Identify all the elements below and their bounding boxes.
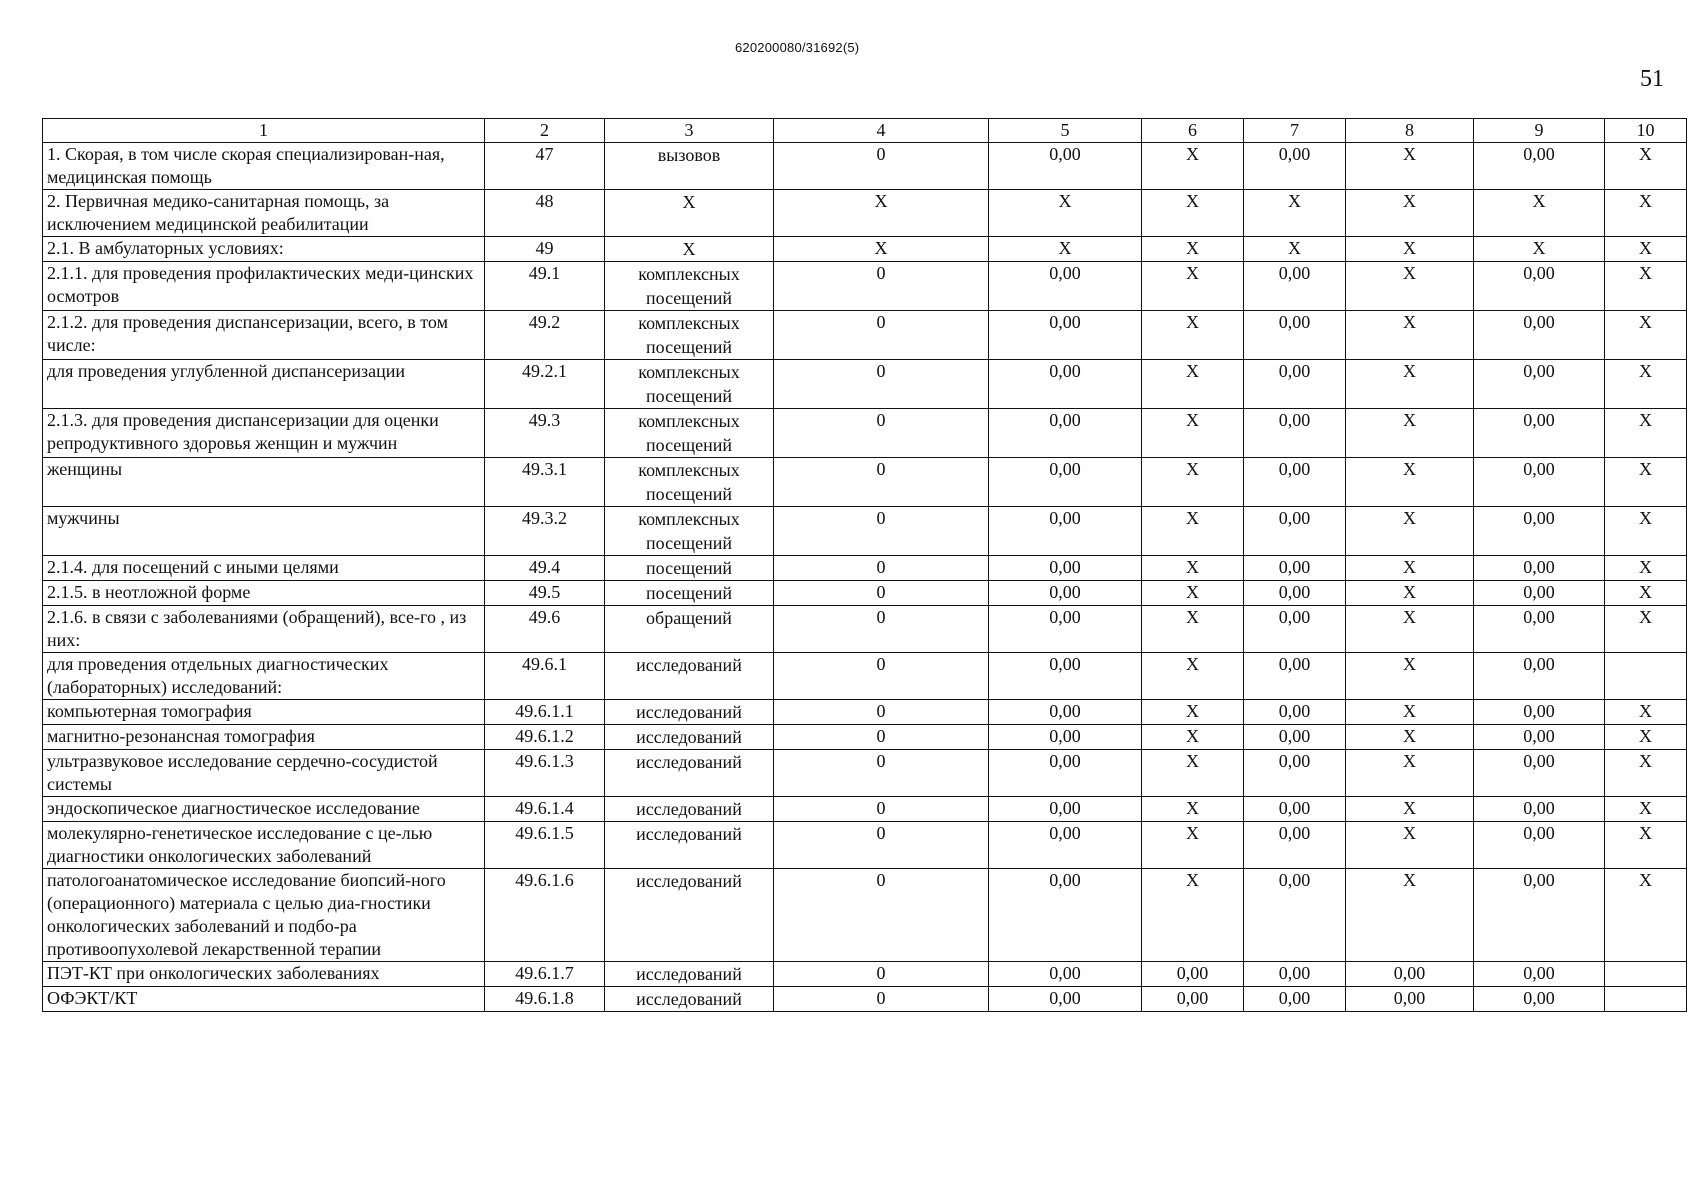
table-cell: 0,00	[1474, 750, 1605, 797]
table-cell: 0,00	[1244, 797, 1346, 822]
table-cell: X	[605, 190, 774, 237]
table-cell: 0	[774, 750, 989, 797]
table-cell: 0	[774, 458, 989, 507]
table-cell: X	[1142, 725, 1244, 750]
table-cell: X	[1142, 606, 1244, 653]
table-cell: 0,00	[1474, 311, 1605, 360]
table-cell: X	[1605, 409, 1687, 458]
table-cell: 0	[774, 409, 989, 458]
row-label-cell: 2.1. В амбулаторных условиях:	[43, 237, 485, 262]
table-cell: X	[1142, 653, 1244, 700]
table-cell: 0,00	[1474, 606, 1605, 653]
table-cell: X	[1244, 190, 1346, 237]
page-number: 51	[1640, 66, 1664, 92]
table-cell: 0,00	[1142, 987, 1244, 1012]
table-cell: 0,00	[989, 360, 1142, 409]
table-row	[43, 750, 1687, 797]
table-cell: X	[1142, 750, 1244, 797]
table-cell: X	[605, 237, 774, 262]
table-cell: 49.6	[485, 606, 605, 653]
table-cell: 0,00	[1244, 962, 1346, 987]
table-cell: 47	[485, 143, 605, 190]
table-cell: 0,00	[1244, 822, 1346, 869]
column-header: 8	[1346, 119, 1474, 143]
table-cell: исследований	[605, 869, 774, 962]
table-cell: 49.6.1.7	[485, 962, 605, 987]
table-cell: комплексных посещений	[605, 409, 774, 458]
table-cell: 0,00	[1244, 725, 1346, 750]
table-cell: 0	[774, 962, 989, 987]
table-cell: X	[1474, 190, 1605, 237]
table-row	[43, 797, 1687, 822]
table-cell: X	[1346, 143, 1474, 190]
table-cell: X	[1605, 556, 1687, 581]
table-cell: 49.6.1.3	[485, 750, 605, 797]
table-cell: 0	[774, 725, 989, 750]
table-cell: 0	[774, 311, 989, 360]
table-cell: 0,00	[1474, 458, 1605, 507]
table-cell: 0,00	[1244, 458, 1346, 507]
row-label-cell: ультразвуковое исследование сердечно-сосудистой системы	[43, 750, 485, 797]
row-label-cell: 2.1.5. в неотложной форме	[43, 581, 485, 606]
table-cell: 0	[774, 556, 989, 581]
data-table	[42, 118, 1687, 1012]
table-cell: 49.6.1.8	[485, 987, 605, 1012]
table-cell: 0,00	[1474, 869, 1605, 962]
table-cell: 0,00	[1474, 725, 1605, 750]
table-cell: комплексных посещений	[605, 360, 774, 409]
table-cell: 0,00	[989, 700, 1142, 725]
table-cell: комплексных посещений	[605, 311, 774, 360]
table-cell: 0	[774, 143, 989, 190]
table-cell: X	[1605, 700, 1687, 725]
table-cell: X	[1346, 869, 1474, 962]
table-cell: X	[1605, 822, 1687, 869]
column-header: 6	[1142, 119, 1244, 143]
table-cell: 0,00	[1474, 822, 1605, 869]
table-cell: X	[1605, 725, 1687, 750]
row-label-cell: компьютерная томография	[43, 700, 485, 725]
table-cell: 0,00	[989, 822, 1142, 869]
row-label-cell: ОФЭКТ/КТ	[43, 987, 485, 1012]
table-cell: X	[1142, 190, 1244, 237]
table-cell: X	[1605, 311, 1687, 360]
row-label-cell: для проведения углубленной диспансеризации	[43, 360, 485, 409]
table-cell: 49.3.1	[485, 458, 605, 507]
table-cell: 0,00	[989, 311, 1142, 360]
table-cell: 0	[774, 700, 989, 725]
table-row	[43, 556, 1687, 581]
row-label-cell: 2.1.1. для проведения профилактических меди-цинских осмотров	[43, 262, 485, 311]
table-cell: 0,00	[1474, 987, 1605, 1012]
table-cell: 0,00	[989, 962, 1142, 987]
table-row	[43, 360, 1687, 409]
table-cell: 0,00	[1474, 143, 1605, 190]
table-cell: X	[1142, 869, 1244, 962]
table-cell: вызовов	[605, 143, 774, 190]
table-row	[43, 190, 1687, 237]
table-row	[43, 311, 1687, 360]
table-cell: X	[1346, 262, 1474, 311]
table-cell: 0,00	[1474, 262, 1605, 311]
table-cell: 0,00	[989, 409, 1142, 458]
table-cell: X	[989, 237, 1142, 262]
table-cell: 0,00	[1142, 962, 1244, 987]
table-cell	[1605, 653, 1687, 700]
table-cell: X	[1605, 143, 1687, 190]
header-row	[43, 119, 1687, 143]
table-cell: 0,00	[989, 262, 1142, 311]
table-cell: 0,00	[1244, 653, 1346, 700]
table-cell: X	[1605, 458, 1687, 507]
table-cell: 0,00	[1474, 797, 1605, 822]
table-cell: X	[1346, 458, 1474, 507]
table-cell: X	[1142, 507, 1244, 556]
row-label-cell: эндоскопическое диагностическое исследование	[43, 797, 485, 822]
table-cell: 0,00	[1244, 143, 1346, 190]
table-body	[43, 143, 1687, 1012]
table-cell: комплексных посещений	[605, 262, 774, 311]
table-cell: X	[1346, 311, 1474, 360]
table-cell: 49.1	[485, 262, 605, 311]
table-cell: 0	[774, 869, 989, 962]
table-cell: X	[1244, 237, 1346, 262]
table-cell: 0,00	[1474, 653, 1605, 700]
table-cell: 0,00	[989, 725, 1142, 750]
table-cell: 49.2	[485, 311, 605, 360]
column-header: 9	[1474, 119, 1605, 143]
table-cell: X	[1605, 237, 1687, 262]
table-cell: исследований	[605, 750, 774, 797]
table-cell: 0	[774, 262, 989, 311]
table-cell: X	[1605, 797, 1687, 822]
table-cell: 0	[774, 606, 989, 653]
table-row	[43, 143, 1687, 190]
table-cell: 0,00	[989, 653, 1142, 700]
table-cell: 0,00	[1244, 581, 1346, 606]
row-label-cell: женщины	[43, 458, 485, 507]
row-label-cell: 2.1.4. для посещений с иными целями	[43, 556, 485, 581]
table-cell: X	[1142, 458, 1244, 507]
table-cell: X	[1346, 653, 1474, 700]
table-cell: 49.3.2	[485, 507, 605, 556]
table-cell: X	[1346, 822, 1474, 869]
table-cell: 0,00	[1346, 987, 1474, 1012]
table-cell: 49.3	[485, 409, 605, 458]
column-header: 10	[1605, 119, 1687, 143]
table-cell: 0,00	[1244, 262, 1346, 311]
table-cell: исследований	[605, 822, 774, 869]
table-cell: 0,00	[1474, 581, 1605, 606]
row-label-cell: 2.1.3. для проведения диспансеризации для оценки репродуктивного здоровья женщин и мужчин	[43, 409, 485, 458]
table-cell: X	[1605, 507, 1687, 556]
table-cell: X	[1605, 360, 1687, 409]
row-label-cell: 2.1.6. в связи с заболеваниями (обращений), все-го , из них:	[43, 606, 485, 653]
table-cell: 0,00	[1474, 962, 1605, 987]
column-header: 1	[43, 119, 485, 143]
table-cell: X	[1346, 797, 1474, 822]
table-cell: X	[774, 237, 989, 262]
table-cell	[1605, 962, 1687, 987]
table-cell: 0,00	[989, 556, 1142, 581]
table-cell: X	[989, 190, 1142, 237]
table-cell: 49.6.1.4	[485, 797, 605, 822]
table-cell: 0,00	[989, 581, 1142, 606]
table-row	[43, 237, 1687, 262]
table-cell: 0,00	[989, 869, 1142, 962]
table-cell: 0	[774, 653, 989, 700]
table-cell: X	[1142, 237, 1244, 262]
table-cell	[1605, 987, 1687, 1012]
row-label-cell: для проведения отдельных диагностических (лабораторных) исследований:	[43, 653, 485, 700]
table-cell: X	[1605, 581, 1687, 606]
table-cell: X	[1142, 822, 1244, 869]
table-cell: 49.6.1.6	[485, 869, 605, 962]
table-cell: X	[1605, 750, 1687, 797]
table-cell: 0,00	[989, 507, 1142, 556]
table-cell: X	[1346, 409, 1474, 458]
table-cell: 48	[485, 190, 605, 237]
column-header: 7	[1244, 119, 1346, 143]
table-cell: X	[1142, 360, 1244, 409]
table-cell: 0,00	[1244, 409, 1346, 458]
table-cell: 0,00	[1244, 556, 1346, 581]
table-cell: 0,00	[1244, 750, 1346, 797]
table-cell: 49.6.1.1	[485, 700, 605, 725]
column-header: 5	[989, 119, 1142, 143]
row-label-cell: мужчины	[43, 507, 485, 556]
table-cell: X	[1346, 556, 1474, 581]
table-cell: X	[1142, 797, 1244, 822]
table-row	[43, 987, 1687, 1012]
column-header: 3	[605, 119, 774, 143]
table-cell: исследований	[605, 725, 774, 750]
table-cell: X	[1346, 606, 1474, 653]
table-cell: 0,00	[1474, 556, 1605, 581]
table-cell: исследований	[605, 962, 774, 987]
row-label-cell: 2. Первичная медико-санитарная помощь, за исключением медицинской реабилитации	[43, 190, 485, 237]
table-row	[43, 869, 1687, 962]
column-header: 2	[485, 119, 605, 143]
table-cell: 0,00	[989, 606, 1142, 653]
table-row	[43, 700, 1687, 725]
table-cell: 0,00	[1474, 700, 1605, 725]
table-cell: 49.6.1.5	[485, 822, 605, 869]
table-cell: обращений	[605, 606, 774, 653]
table-cell: X	[1605, 869, 1687, 962]
table-cell: 0	[774, 987, 989, 1012]
table-cell: исследований	[605, 653, 774, 700]
table-cell: X	[1346, 725, 1474, 750]
table-cell: 0,00	[1244, 869, 1346, 962]
table-cell: 0,00	[1244, 987, 1346, 1012]
table-cell: комплексных посещений	[605, 458, 774, 507]
table-cell: 0,00	[989, 750, 1142, 797]
row-label-cell: ПЭТ-КТ при онкологических заболеваниях	[43, 962, 485, 987]
table-row	[43, 653, 1687, 700]
table-cell: посещений	[605, 556, 774, 581]
row-label-cell: 1. Скорая, в том числе скорая специализирован-ная, медицинская помощь	[43, 143, 485, 190]
table-cell: X	[1142, 556, 1244, 581]
table-row	[43, 606, 1687, 653]
table-cell: 0	[774, 581, 989, 606]
table-cell: X	[1346, 700, 1474, 725]
table-cell: 49.6.1	[485, 653, 605, 700]
table-cell: X	[1605, 606, 1687, 653]
table-row	[43, 962, 1687, 987]
table-cell: 0,00	[1244, 360, 1346, 409]
table-cell: X	[1605, 262, 1687, 311]
table-row	[43, 822, 1687, 869]
table-cell: X	[1346, 360, 1474, 409]
table-cell: 0,00	[989, 143, 1142, 190]
table-cell: X	[1142, 311, 1244, 360]
table-cell: X	[1142, 409, 1244, 458]
column-header: 4	[774, 119, 989, 143]
table-cell: X	[1142, 143, 1244, 190]
table-cell: 0	[774, 822, 989, 869]
table-cell: комплексных посещений	[605, 507, 774, 556]
table-cell: 49	[485, 237, 605, 262]
table-row	[43, 725, 1687, 750]
table-cell: X	[1605, 190, 1687, 237]
table-cell: исследований	[605, 797, 774, 822]
table-cell: 0,00	[1346, 962, 1474, 987]
table-cell: 49.5	[485, 581, 605, 606]
table-cell: 0,00	[1244, 606, 1346, 653]
table-cell: X	[774, 190, 989, 237]
table-cell: 0,00	[1244, 700, 1346, 725]
table-row	[43, 507, 1687, 556]
table-cell: 49.6.1.2	[485, 725, 605, 750]
table-cell: 0	[774, 360, 989, 409]
table-cell: X	[1346, 581, 1474, 606]
table-row	[43, 262, 1687, 311]
table-cell: 0,00	[989, 458, 1142, 507]
row-label-cell: магнитно-резонансная томография	[43, 725, 485, 750]
table-cell: исследований	[605, 987, 774, 1012]
table-row	[43, 581, 1687, 606]
row-label-cell: 2.1.2. для проведения диспансеризации, всего, в том числе:	[43, 311, 485, 360]
table-cell: исследований	[605, 700, 774, 725]
table-cell: X	[1142, 700, 1244, 725]
table-cell: посещений	[605, 581, 774, 606]
table-cell: 0,00	[1244, 507, 1346, 556]
table-cell: 49.4	[485, 556, 605, 581]
table-cell: X	[1346, 750, 1474, 797]
row-label-cell: патологоанатомическое исследование биопсий-ного (операционного) материала с целью диа-гностики онкологических заболеваний и подбо-ра противоопухолевой лекарственной терапии	[43, 869, 485, 962]
table-cell: 0,00	[1474, 360, 1605, 409]
table-cell: 0,00	[1474, 409, 1605, 458]
document-id: 620200080/31692(5)	[735, 40, 860, 55]
table-cell: 0,00	[989, 987, 1142, 1012]
table-cell: X	[1346, 190, 1474, 237]
table-cell: 0	[774, 507, 989, 556]
table-cell: 0,00	[1244, 311, 1346, 360]
table-cell: 49.2.1	[485, 360, 605, 409]
table-cell: 0,00	[1474, 507, 1605, 556]
table-cell: X	[1474, 237, 1605, 262]
table-cell: 0	[774, 797, 989, 822]
table-cell: 0,00	[989, 797, 1142, 822]
table-row	[43, 458, 1687, 507]
table-row	[43, 409, 1687, 458]
table-cell: X	[1142, 581, 1244, 606]
table-cell: X	[1142, 262, 1244, 311]
row-label-cell: молекулярно-генетическое исследование с це-лью диагностики онкологических заболеваний	[43, 822, 485, 869]
table-cell: X	[1346, 507, 1474, 556]
table-cell: X	[1346, 237, 1474, 262]
